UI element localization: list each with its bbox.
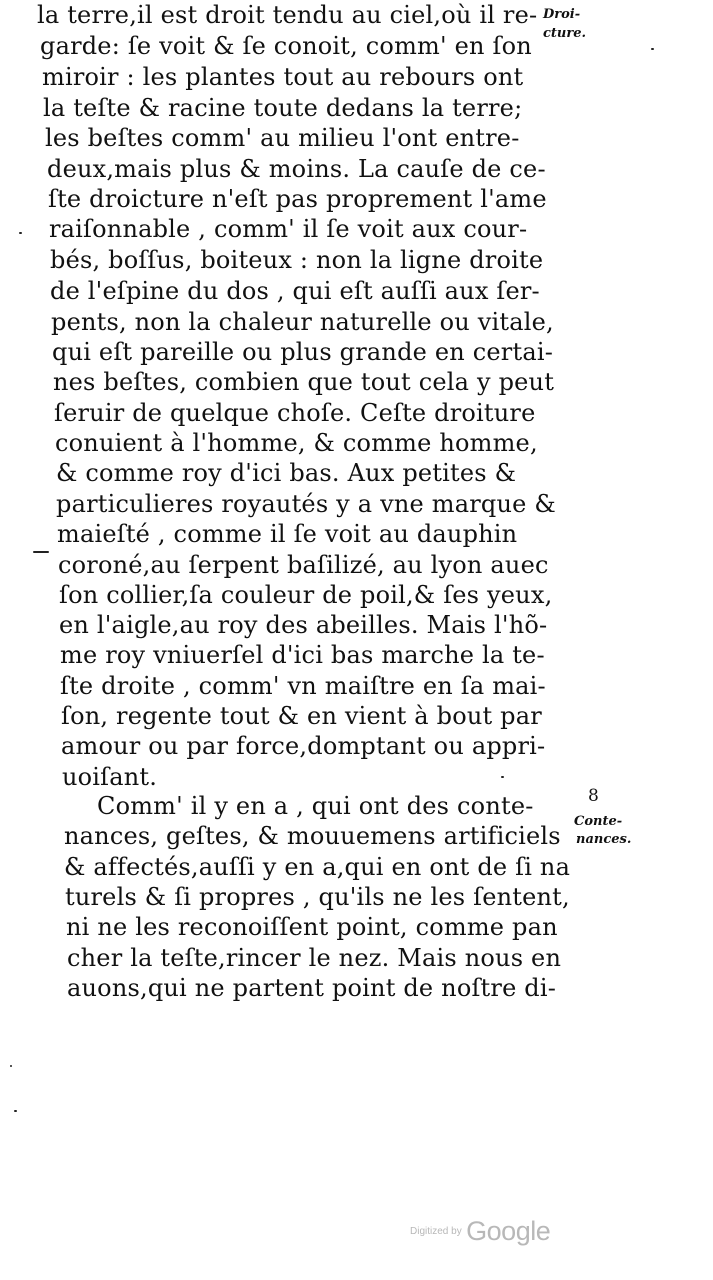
text-line: me roy vniuerſel d'ici bas marche la te- bbox=[60, 641, 545, 669]
text-line: ſon, regente tout & en vient à bout par bbox=[61, 702, 542, 730]
ink-speck bbox=[33, 551, 49, 553]
text-line: auons,qui ne partent point de noſtre di- bbox=[67, 974, 557, 1002]
text-line: coroné,au ſerpent baſilizé, au lyon auec bbox=[58, 551, 549, 579]
text-line: uoiſant. bbox=[62, 763, 158, 791]
text-line: particulieres royautés y a vne marque & bbox=[56, 490, 556, 518]
text-line: & affectés,auſſi y en a,qui en ont de ſi na bbox=[64, 853, 571, 881]
digitized-watermark bbox=[410, 1216, 550, 1247]
text-line: nances, geſtes, & mouuemens artificiels bbox=[64, 822, 561, 850]
ink-speck bbox=[10, 1065, 12, 1067]
text-line: la teſte & racine toute dedans la terre; bbox=[43, 94, 523, 122]
text-line: en l'aigle,au roy des abeilles. Mais l'hõ- bbox=[59, 611, 548, 639]
margin-note-line: cture. bbox=[543, 26, 587, 41]
text-line: ſte droicture n'eſt pas proprement l'ame bbox=[48, 185, 547, 213]
watermark-brand: Google bbox=[466, 1216, 551, 1246]
text-line: ni ne les reconoiſſent point, comme pan bbox=[66, 913, 558, 941]
ink-speck bbox=[501, 776, 504, 778]
text-line: bés, boſſus, boiteux : non la ligne droite bbox=[50, 246, 544, 274]
margin-note-contenances bbox=[574, 814, 631, 848]
section-number: 8 bbox=[588, 786, 599, 806]
margin-note-droicture bbox=[543, 7, 586, 42]
margin-note-line: nances. bbox=[576, 832, 632, 847]
text-line: ſon collier,ſa couleur de poil,& ſes yeux, bbox=[59, 581, 553, 609]
text-line: cher la teſte,rincer le nez. Mais nous en bbox=[67, 944, 562, 972]
watermark-prefix: Digitized by bbox=[410, 1226, 462, 1237]
text-line: & comme roy d'ici bas. Aux petites & bbox=[56, 459, 517, 487]
text-line: pents, non la chaleur naturelle ou vitale, bbox=[51, 308, 554, 336]
text-line: garde: ſe voit & ſe conoit, comm' en ſon bbox=[40, 32, 532, 60]
text-line: turels & ſi propres , qu'ils ne les ſentent, bbox=[65, 883, 570, 911]
text-line: de l'eſpine du dos , qui eſt auſſi aux ſer- bbox=[50, 277, 540, 305]
text-line: la terre,il est droit tendu au ciel,où il re- bbox=[37, 1, 538, 29]
text-line: amour ou par force,domptant ou appri- bbox=[61, 732, 546, 760]
text-line: raiſonnable , comm' il ſe voit aux cour- bbox=[49, 215, 528, 243]
text-line: conuient à l'homme, & comme homme, bbox=[55, 429, 538, 457]
ink-speck bbox=[19, 232, 22, 234]
text-line: nes beſtes, combien que tout cela y peut bbox=[53, 368, 555, 396]
text-line: Comm' il y en a , qui ont des conte- bbox=[97, 792, 534, 820]
ink-speck bbox=[651, 48, 654, 50]
text-line: miroir : les plantes tout au rebours ont bbox=[42, 63, 524, 91]
text-line: maieſté , comme il ſe voit au dauphin bbox=[57, 520, 518, 548]
margin-note-line: Conte- bbox=[574, 814, 623, 829]
text-line: ſte droite , comm' vn maiſtre en ſa mai- bbox=[60, 672, 546, 700]
text-line: ſeruir de quelque choſe. Ceſte droiture bbox=[54, 399, 536, 427]
text-line: les beſtes comm' au milieu l'ont entre- bbox=[45, 124, 520, 152]
ink-speck bbox=[14, 1110, 17, 1112]
text-line: qui eſt pareille ou plus grande en certai- bbox=[52, 338, 554, 366]
text-line: deux,mais plus & moins. La cauſe de ce- bbox=[47, 155, 546, 183]
margin-note-line: Droi- bbox=[543, 7, 581, 22]
